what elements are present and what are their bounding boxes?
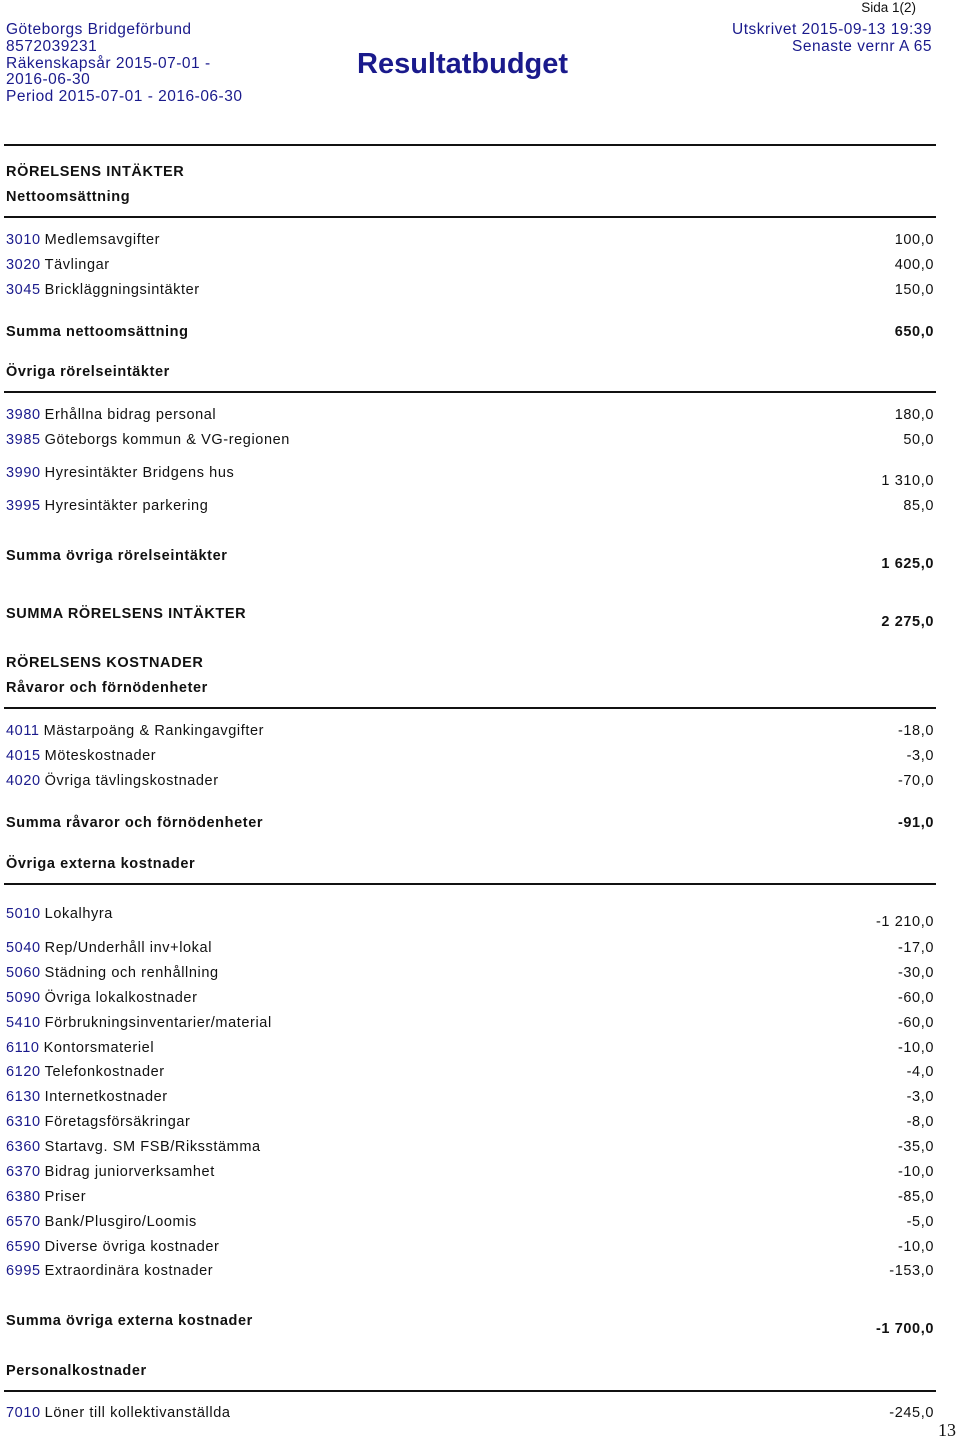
- account-name: Hyresintäkter Bridgens hus: [44, 465, 235, 481]
- group-divider: [4, 391, 936, 393]
- table-row: [6, 498, 934, 514]
- sum-amount: -91,0: [897, 815, 934, 831]
- account-number: 3995: [6, 498, 41, 514]
- amount: -245,0: [889, 1405, 934, 1421]
- account-number: 6590: [6, 1239, 41, 1255]
- total-row: [6, 606, 934, 630]
- table-row: [6, 1239, 934, 1255]
- table-row: [6, 1189, 934, 1205]
- sum-label: Summa råvaror och förnödenheter: [6, 815, 264, 831]
- header-left: [6, 22, 242, 106]
- sum-row: [6, 815, 934, 831]
- printed-date: Utskrivet 2015-09-13 19:39: [732, 21, 932, 38]
- account-number: 6110: [6, 1040, 40, 1056]
- amount: -60,0: [897, 990, 934, 1006]
- account-number: 3990: [6, 465, 41, 481]
- account-number: 3980: [6, 407, 41, 423]
- total-label: SUMMA RÖRELSENS INTÄKTER: [6, 606, 247, 622]
- account-number: 4015: [6, 748, 41, 764]
- account-name: Lokalhyra: [44, 906, 113, 922]
- account-name: Företagsförsäkringar: [44, 1114, 191, 1130]
- account-name: Extraordinära kostnader: [44, 1263, 214, 1279]
- sum-label: Summa övriga rörelseintäkter: [6, 548, 228, 564]
- amount: -30,0: [897, 965, 934, 981]
- sum-row: [6, 1313, 934, 1337]
- account-name: Tävlingar: [44, 257, 110, 273]
- table-row: [6, 748, 934, 764]
- table-row: [6, 257, 934, 273]
- sum-amount: 650,0: [894, 324, 934, 340]
- table-row: [6, 773, 934, 789]
- account-name: Bank/Plusgiro/Loomis: [44, 1214, 197, 1230]
- account-name: Löner till kollektivanställda: [44, 1405, 231, 1421]
- account-name: Mästarpoäng & Rankingavgifter: [43, 723, 265, 739]
- amount: -5,0: [906, 1214, 934, 1230]
- group-divider: [4, 216, 936, 218]
- account-name: Brickläggningsintäkter: [44, 282, 200, 298]
- amount: -1 210,0: [875, 914, 934, 930]
- group-divider: [4, 707, 936, 709]
- header-right: [732, 22, 932, 56]
- account-name: Övriga lokalkostnader: [44, 990, 198, 1006]
- group-divider: [4, 883, 936, 885]
- account-number: 4011: [6, 723, 40, 739]
- table-row: [6, 723, 934, 739]
- page-title: Resultatbudget: [357, 48, 569, 80]
- amount: -85,0: [897, 1189, 934, 1205]
- account-number: 3045: [6, 282, 41, 298]
- table-row: [6, 1040, 934, 1056]
- version-number: Senaste vernr A 65: [792, 37, 932, 55]
- account-name: Diverse övriga kostnader: [44, 1239, 220, 1255]
- account-name: Kontorsmateriel: [43, 1040, 155, 1056]
- account-number: 5090: [6, 990, 41, 1006]
- table-row: [6, 465, 934, 489]
- org-number: 8572039231: [6, 37, 98, 55]
- amount: -35,0: [897, 1139, 934, 1155]
- table-row: [6, 1263, 934, 1279]
- amount: -153,0: [889, 1263, 934, 1279]
- account-name: Bidrag juniorverksamhet: [44, 1164, 215, 1180]
- account-name: Hyresintäkter parkering: [44, 498, 209, 514]
- amount: -10,0: [897, 1239, 934, 1255]
- account-name: Städning och renhållning: [44, 965, 219, 981]
- account-name: Startavg. SM FSB/Riksstämma: [44, 1139, 261, 1155]
- table-row: [6, 407, 934, 423]
- sum-label: Summa övriga externa kostnader: [6, 1313, 253, 1329]
- account-name: Telefonkostnader: [44, 1064, 165, 1080]
- account-name: Möteskostnader: [44, 748, 157, 764]
- table-row: [6, 1114, 934, 1130]
- table-row: [6, 1089, 934, 1105]
- account-name: Förbrukningsinventarier/material: [44, 1015, 272, 1031]
- table-row: [6, 1164, 934, 1180]
- table-row: [6, 1214, 934, 1230]
- account-number: 6310: [6, 1114, 41, 1130]
- amount: 180,0: [894, 407, 934, 423]
- page-indicator: Sida 1(2): [861, 0, 916, 15]
- account-number: 6570: [6, 1214, 41, 1230]
- table-row: [6, 1015, 934, 1031]
- account-number: 6380: [6, 1189, 41, 1205]
- amount: -60,0: [897, 1015, 934, 1031]
- group-title-materials: Råvaror och förnödenheter: [6, 680, 208, 696]
- amount: -10,0: [897, 1164, 934, 1180]
- amount: -8,0: [906, 1114, 934, 1130]
- amount: 1 310,0: [881, 473, 934, 489]
- table-row: [6, 1405, 934, 1421]
- table-row: [6, 1064, 934, 1080]
- group-title-net-sales: Nettoomsättning: [6, 189, 131, 205]
- sum-row: [6, 548, 934, 572]
- org-name: Göteborgs Bridgeförbund: [6, 21, 192, 38]
- account-name: Internetkostnader: [44, 1089, 168, 1105]
- account-number: 5040: [6, 940, 41, 956]
- table-row: [6, 940, 934, 956]
- amount: -70,0: [897, 773, 934, 789]
- account-number: 6130: [6, 1089, 41, 1105]
- account-name: Övriga tävlingskostnader: [44, 773, 219, 789]
- table-row: [6, 232, 934, 248]
- amount: 100,0: [894, 232, 934, 248]
- amount: -3,0: [906, 748, 934, 764]
- account-number: 5410: [6, 1015, 41, 1031]
- sum-label: Summa nettoomsättning: [6, 324, 189, 340]
- table-row: [6, 965, 934, 981]
- amount: -3,0: [906, 1089, 934, 1105]
- account-name: Priser: [44, 1189, 87, 1205]
- account-name: Erhållna bidrag personal: [44, 407, 217, 423]
- sum-amount: 1 625,0: [881, 556, 934, 572]
- sum-amount: -1 700,0: [875, 1321, 934, 1337]
- amount: -18,0: [897, 723, 934, 739]
- sum-row: [6, 324, 934, 340]
- footer-page-number: 13: [938, 1420, 956, 1440]
- table-row: [6, 990, 934, 1006]
- amount: -4,0: [906, 1064, 934, 1080]
- account-number: 6995: [6, 1263, 41, 1279]
- account-number: 5010: [6, 906, 41, 922]
- amount: 50,0: [903, 432, 934, 448]
- account-number: 6370: [6, 1164, 41, 1180]
- account-number: 3010: [6, 232, 41, 248]
- total-amount: 2 275,0: [881, 614, 934, 630]
- amount: 400,0: [894, 257, 934, 273]
- account-number: 4020: [6, 773, 41, 789]
- amount: -10,0: [897, 1040, 934, 1056]
- period: Period 2015-07-01 - 2016-06-30: [6, 88, 243, 106]
- account-name: Rep/Underhåll inv+lokal: [44, 940, 213, 956]
- group-divider: [4, 1390, 936, 1392]
- account-name: Göteborgs kommun & VG-regionen: [44, 432, 290, 448]
- header-divider: [4, 144, 936, 146]
- account-number: 6360: [6, 1139, 41, 1155]
- account-number: 3020: [6, 257, 41, 273]
- table-row: [6, 906, 934, 930]
- fiscal-year-end: 2016-06-30: [6, 71, 91, 89]
- section-title-costs: RÖRELSENS KOSTNADER: [6, 655, 204, 671]
- fiscal-year: Räkenskapsår 2015-07-01 -: [6, 54, 211, 72]
- table-row: [6, 282, 934, 298]
- amount: 85,0: [903, 498, 934, 514]
- amount: 150,0: [894, 282, 934, 298]
- table-row: [6, 1139, 934, 1155]
- amount: -17,0: [897, 940, 934, 956]
- table-row: [6, 432, 934, 448]
- group-title-external-costs: Övriga externa kostnader: [6, 856, 196, 872]
- account-name: Medlemsavgifter: [44, 232, 161, 248]
- group-title-personnel: Personalkostnader: [6, 1363, 147, 1379]
- account-number: 3985: [6, 432, 41, 448]
- account-number: 7010: [6, 1405, 41, 1421]
- group-title-other-income: Övriga rörelseintäkter: [6, 364, 170, 380]
- section-title-income: RÖRELSENS INTÄKTER: [6, 164, 185, 180]
- account-number: 6120: [6, 1064, 41, 1080]
- account-number: 5060: [6, 965, 41, 981]
